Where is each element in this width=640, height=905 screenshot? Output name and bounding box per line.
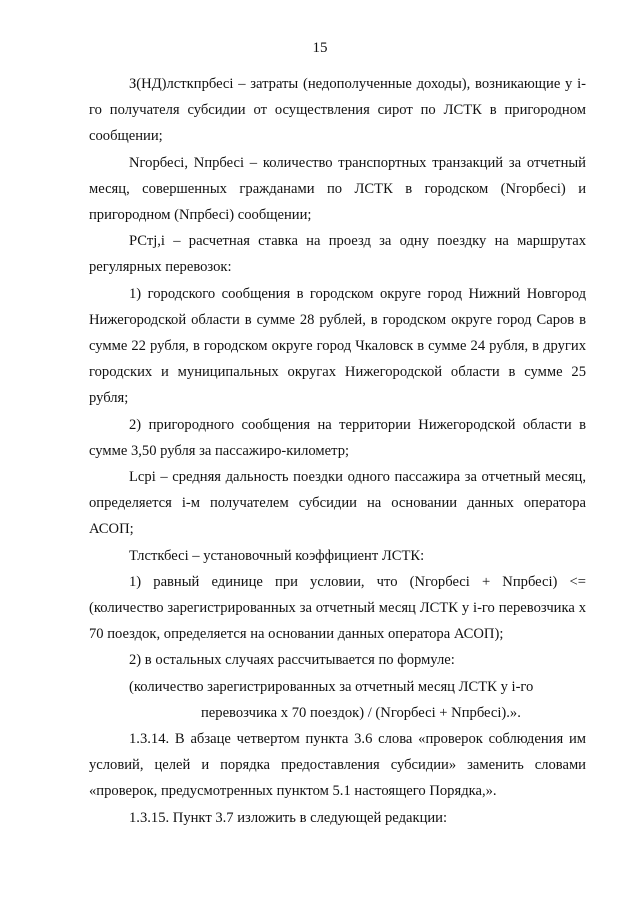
paragraph-coefficient-case-1: 1) равный единице при условии, что (Nгорбесi + Nпрбесi) <= (количество зарегистрированных за отчетный месяц ЛСТК у i-го перевозчика x 70 поездок, определяется на основании данных оператора АСОП); [89,573,586,643]
formula-line-2: перевозчика x 70 поездок) / (Nгорбесi + Nпрбесi).». [201,704,521,721]
paragraph-cost-definition: З(НД)лсткпрбесi – затраты (недополученные доходы), возникающие у i-го получателя субсидии от осуществления сирот по ЛСТК в пригородном сообщении; [89,76,586,145]
paragraph-transactions-definition: Nгорбесi, Nпрбесi – количество транспортных транзакций за отчетный месяц, совершенных гражданами по ЛСТК в городском (Nгорбесi) и пригородном (Nпрбесi) сообщении; [89,154,586,224]
document-body [89,71,586,831]
paragraph-coefficient-definition: Тлсткбесi – установочный коэффициент ЛСТК: [129,547,425,564]
formula-line-1: (количество зарегистрированных за отчетный месяц ЛСТК у i-го [129,678,534,695]
paragraph-coefficient-case-2: 2) в остальных случаях рассчитывается по формуле: [129,652,455,669]
amendment-1-3-14: 1.3.14. В абзаце четвертом пункта 3.6 слова «проверок соблюдения им условий, целей и порядка предоставления субсидии» заменить словами «проверок, предусмотренных пунктом 5.1 настоящего Порядка,». [89,731,586,800]
page-number: 15 [312,40,328,56]
paragraph-distance-definition: Lсрi – средняя дальность поездки одного пассажира за отчетный месяц, определяется i-м получателем субсидии на основании данных оператора АСОП; [89,469,586,538]
amendment-1-3-15: 1.3.15. Пункт 3.7 изложить в следующей редакции: [129,809,448,826]
paragraph-rate-definition: РСтj,i – расчетная ставка на проезд за одну поездку на маршрутах регулярных перевозок: [89,233,586,276]
paragraph-suburban-rate: 2) пригородного сообщения на территории Нижегородской области в сумме 3,50 рубля за пассажиро-километр; [89,416,586,459]
paragraph-city-rates: 1) городского сообщения в городском округе город Нижний Новгород Нижегородской области в сумме 28 рублей, в городском округе город Саров в сумме 22 рубля, в городском округе город Чкаловск в сумме 24 рубля, в других городских и муниципальных округах Нижегородской области в сумме 25 рубля; [89,285,586,407]
